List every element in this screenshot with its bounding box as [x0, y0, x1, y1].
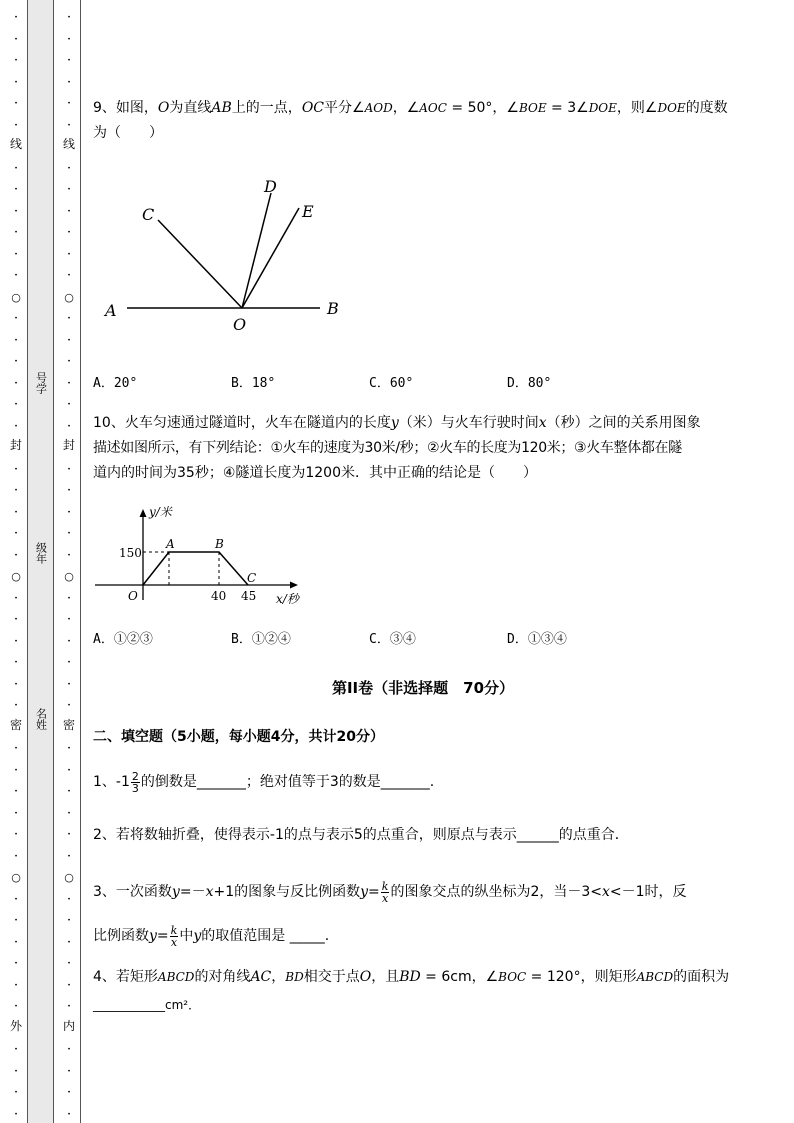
question-number: 1、 — [93, 774, 116, 790]
circle-mark: ○ — [64, 291, 74, 304]
field-label: 号学 — [34, 372, 48, 394]
dot-mark: • — [14, 122, 18, 129]
field-label: 名姓 — [34, 708, 48, 730]
dot-mark: • — [67, 616, 71, 623]
label-a: A — [105, 301, 117, 320]
text: = 6cm，∠ — [420, 969, 499, 985]
dot-mark: • — [67, 14, 71, 21]
choice-a[interactable]: A．①②③ — [93, 632, 153, 647]
text: =－ — [179, 884, 206, 900]
fill-question-1 — [93, 770, 753, 795]
choice-d[interactable]: D．80° — [507, 376, 552, 391]
question-number: 9、 — [93, 100, 116, 116]
dot-mark: • — [14, 917, 18, 924]
circle-mark: ○ — [11, 570, 21, 583]
dot-mark: • — [67, 853, 71, 860]
math-var: DOE — [588, 101, 617, 115]
dot-mark: • — [67, 100, 71, 107]
dot-mark: • — [67, 401, 71, 408]
point-c: C — [247, 571, 257, 585]
circle-mark: ○ — [64, 570, 74, 583]
text: = 50°，∠ — [446, 100, 519, 116]
text: ，则∠ — [616, 100, 658, 116]
y-axis-arrow — [140, 509, 147, 517]
dot-mark: • — [14, 251, 18, 258]
dot-mark: • — [67, 380, 71, 387]
circle-mark: ○ — [64, 871, 74, 884]
dot-mark: • — [67, 1089, 71, 1096]
dot-mark: • — [67, 509, 71, 516]
outer-label: 封 — [9, 438, 22, 452]
numerator: k — [170, 923, 178, 937]
text: 的度数 — [685, 100, 728, 116]
math-var: x — [538, 415, 547, 431]
dot-mark: • — [14, 100, 18, 107]
dot-mark: • — [67, 186, 71, 193]
dot-mark: • — [14, 57, 18, 64]
x-axis-label: x/秒 — [276, 592, 299, 606]
dot-mark: • — [14, 272, 18, 279]
text: <－1时，反 — [609, 884, 687, 900]
dot-mark: • — [14, 595, 18, 602]
x-axis-arrow — [290, 582, 298, 589]
math-var: y — [360, 884, 369, 900]
math-var: BD — [399, 969, 421, 985]
inner-label: 密 — [62, 718, 75, 732]
text: = — [368, 884, 380, 900]
fill-question-2: 2、若将数轴折叠，使得表示-1的点与表示5的点重合，则原点与表示______的点重合． — [93, 827, 629, 843]
dot-mark: • — [67, 208, 71, 215]
point-a: A — [166, 537, 175, 551]
dot-mark: • — [14, 616, 18, 623]
fraction — [131, 771, 140, 794]
outer-label: 外 — [9, 1019, 22, 1033]
inner-dot-column — [62, 0, 76, 1123]
text: 相交于点 — [303, 969, 360, 985]
section-title: 第II卷（非选择题 70分） — [331, 679, 515, 697]
dot-mark: • — [67, 552, 71, 559]
dot-mark: • — [14, 1068, 18, 1075]
origin-label: O — [128, 589, 138, 603]
y-axis-label: y/米 — [149, 505, 172, 519]
dot-mark: • — [67, 165, 71, 172]
inner-label: 封 — [62, 438, 75, 452]
label-b: B — [327, 299, 339, 318]
dot-mark: • — [67, 1111, 71, 1118]
dot-mark: • — [67, 466, 71, 473]
dot-mark: • — [67, 337, 71, 344]
text: 的图象交点的纵坐标为2，当－3< — [390, 884, 602, 900]
inner-label: 内 — [62, 1019, 75, 1033]
math-var: OC — [301, 100, 325, 116]
dot-mark: • — [14, 487, 18, 494]
dot-mark: • — [67, 36, 71, 43]
label-e: E — [302, 202, 314, 221]
math-var: AOD — [364, 101, 393, 115]
angle-figure — [93, 168, 363, 338]
dot-mark: • — [14, 337, 18, 344]
dot-mark: • — [14, 186, 18, 193]
text: 比例函数 — [93, 928, 149, 944]
fraction — [170, 925, 179, 948]
math-var: y — [390, 415, 399, 431]
fill-question-3 — [93, 870, 753, 958]
dot-mark: • — [67, 788, 71, 795]
dot-mark: • — [14, 638, 18, 645]
math-var: BOC — [498, 970, 527, 984]
denominator: x — [382, 891, 389, 905]
text: 的面积为 — [673, 969, 730, 985]
dot-mark: • — [67, 251, 71, 258]
text: ____________cm²． — [93, 998, 201, 1012]
dot-mark: • — [14, 208, 18, 215]
dot-mark: • — [14, 315, 18, 322]
math-var: x — [205, 884, 214, 900]
dot-mark: • — [67, 896, 71, 903]
text: 平分∠ — [324, 100, 365, 116]
dot-mark: • — [14, 380, 18, 387]
dot-mark: • — [67, 831, 71, 838]
y-tick-150: 150 — [119, 546, 142, 560]
dot-mark: • — [67, 530, 71, 537]
label-d: D — [264, 177, 277, 196]
text: 为（ ） — [93, 125, 163, 141]
text: （秒）之间的关系用图象 — [546, 415, 701, 431]
text: ， — [271, 969, 286, 985]
field-grade — [28, 542, 53, 564]
dot-mark: • — [67, 487, 71, 494]
dot-mark: • — [67, 229, 71, 236]
ray-oc — [158, 220, 242, 308]
math-var: y — [193, 928, 202, 944]
dot-mark: • — [14, 745, 18, 752]
dot-mark: • — [67, 702, 71, 709]
dot-mark: • — [14, 896, 18, 903]
part-title: 二、填空题（5小题，每小题4分，共计20分） — [93, 729, 384, 745]
fraction — [381, 881, 390, 904]
text: 4、若矩形 — [93, 969, 158, 985]
dot-mark: • — [67, 122, 71, 129]
dot-mark: • — [67, 272, 71, 279]
text: （米）与火车行驶时间 — [398, 415, 539, 431]
dot-mark: • — [67, 982, 71, 989]
math-var: O — [359, 969, 372, 985]
dot-mark: • — [14, 1003, 18, 1010]
dot-mark: • — [14, 466, 18, 473]
fill-question-4 — [93, 963, 753, 1019]
point-b: B — [215, 537, 224, 551]
choice-a[interactable]: A．20° — [93, 376, 138, 391]
dot-mark: • — [14, 1111, 18, 1118]
circle-mark: ○ — [11, 291, 21, 304]
denominator: x — [170, 935, 178, 949]
dot-mark: • — [67, 595, 71, 602]
math-var: AC — [250, 969, 272, 985]
question-10 — [93, 411, 753, 486]
dot-mark: • — [67, 1046, 71, 1053]
x-tick-40: 40 — [211, 589, 227, 603]
dot-mark: • — [14, 36, 18, 43]
margin-rule — [80, 0, 81, 1123]
text: ，∠ — [392, 100, 420, 116]
text: 10、火车匀速通过隧道时，火车在隧道内的长度 — [93, 415, 391, 431]
dot-mark: • — [14, 423, 18, 430]
math-var: y — [149, 928, 157, 944]
text: 为直线 — [169, 100, 212, 116]
dot-mark: • — [67, 57, 71, 64]
dot-mark: • — [14, 14, 18, 21]
binding-margin — [0, 0, 82, 1123]
dot-mark: • — [67, 810, 71, 817]
graph-line — [143, 552, 248, 585]
dot-mark: • — [67, 917, 71, 924]
dot-mark: • — [14, 681, 18, 688]
dot-mark: • — [14, 401, 18, 408]
text: 的取值范围是 _____. — [201, 928, 330, 944]
inner-label: 线 — [62, 137, 75, 151]
text: = 3∠ — [546, 100, 589, 116]
dot-mark: • — [14, 702, 18, 709]
dot-mark: • — [67, 767, 71, 774]
math-var: ABCD — [157, 970, 195, 984]
field-name — [28, 708, 53, 730]
text: 中 — [179, 928, 194, 944]
math-var: BOE — [518, 101, 547, 115]
text: 的对角线 — [194, 969, 251, 985]
dot-mark: • — [67, 1068, 71, 1075]
dot-mark: • — [14, 552, 18, 559]
dot-mark: • — [67, 315, 71, 322]
dot-mark: • — [67, 1003, 71, 1010]
train-graph — [93, 500, 323, 610]
math-var: y — [171, 884, 180, 900]
outer-dot-column — [9, 0, 23, 1123]
math-var: x — [602, 884, 610, 900]
outer-label: 密 — [9, 718, 22, 732]
dot-mark: • — [67, 638, 71, 645]
dot-mark: • — [14, 939, 18, 946]
text: 的倒数是_______；绝对值等于3的数是_______. — [140, 774, 435, 790]
dot-mark: • — [14, 229, 18, 236]
choice-b[interactable]: B．①②④ — [231, 632, 291, 647]
dot-mark: • — [67, 659, 71, 666]
text: +1的图象与反比例函数 — [213, 884, 361, 900]
math-var: ABCD — [636, 970, 674, 984]
dot-mark: • — [67, 79, 71, 86]
circle-mark: ○ — [11, 871, 21, 884]
text: 道内的时间为35秒；④隧道长度为1200米．其中正确的结论是（ ） — [93, 465, 537, 481]
dot-mark: • — [14, 659, 18, 666]
dot-mark: • — [67, 358, 71, 365]
dot-mark: • — [14, 831, 18, 838]
dot-mark: • — [14, 165, 18, 172]
dot-mark: • — [14, 810, 18, 817]
dot-mark: • — [67, 939, 71, 946]
ray-od — [242, 193, 271, 308]
dot-mark: • — [14, 79, 18, 86]
x-tick-45: 45 — [241, 589, 257, 603]
text: 上的一点， — [231, 100, 302, 116]
dot-mark: • — [14, 788, 18, 795]
dot-mark: • — [67, 681, 71, 688]
ray-oe — [242, 208, 299, 308]
choice-d[interactable]: D．①③④ — [507, 632, 567, 647]
dot-mark: • — [14, 1046, 18, 1053]
math-var: O — [157, 100, 170, 116]
dot-mark: • — [14, 767, 18, 774]
math-var: DOE — [657, 101, 686, 115]
dot-mark: • — [14, 509, 18, 516]
info-band — [27, 0, 54, 1123]
dot-mark: • — [14, 358, 18, 365]
math-var: BD — [285, 970, 304, 984]
dot-mark: • — [67, 960, 71, 967]
dot-mark: • — [14, 960, 18, 967]
text: = — [156, 928, 169, 944]
choice-c[interactable]: C．60° — [369, 376, 414, 391]
math-var: AB — [211, 100, 232, 116]
question-9 — [93, 96, 753, 146]
label-o: O — [233, 315, 247, 334]
choice-c[interactable]: C．③④ — [369, 632, 416, 647]
text: 描述如图所示，有下列结论：①火车的速度为30米/秒；②火车的长度为120米；③火车整体都在隧 — [93, 440, 682, 456]
dot-mark: • — [14, 853, 18, 860]
text: 如图， — [115, 100, 158, 116]
outer-label: 线 — [9, 137, 22, 151]
choice-b[interactable]: B．18° — [231, 376, 276, 391]
text: = 120°，则矩形 — [526, 969, 637, 985]
denominator: 3 — [131, 781, 139, 795]
dot-mark: • — [67, 423, 71, 430]
text: ，且 — [371, 969, 400, 985]
dot-mark: • — [14, 530, 18, 537]
numerator: 2 — [131, 769, 139, 783]
dot-mark: • — [14, 1089, 18, 1096]
field-label: 级年 — [34, 542, 48, 564]
field-student-number — [28, 372, 53, 394]
math-var: AOC — [419, 101, 447, 115]
dot-mark: • — [14, 982, 18, 989]
text: -1 — [115, 774, 130, 790]
text: 3、一次函数 — [93, 884, 172, 900]
numerator: k — [381, 879, 389, 893]
label-c: C — [142, 205, 155, 224]
dot-mark: • — [67, 745, 71, 752]
